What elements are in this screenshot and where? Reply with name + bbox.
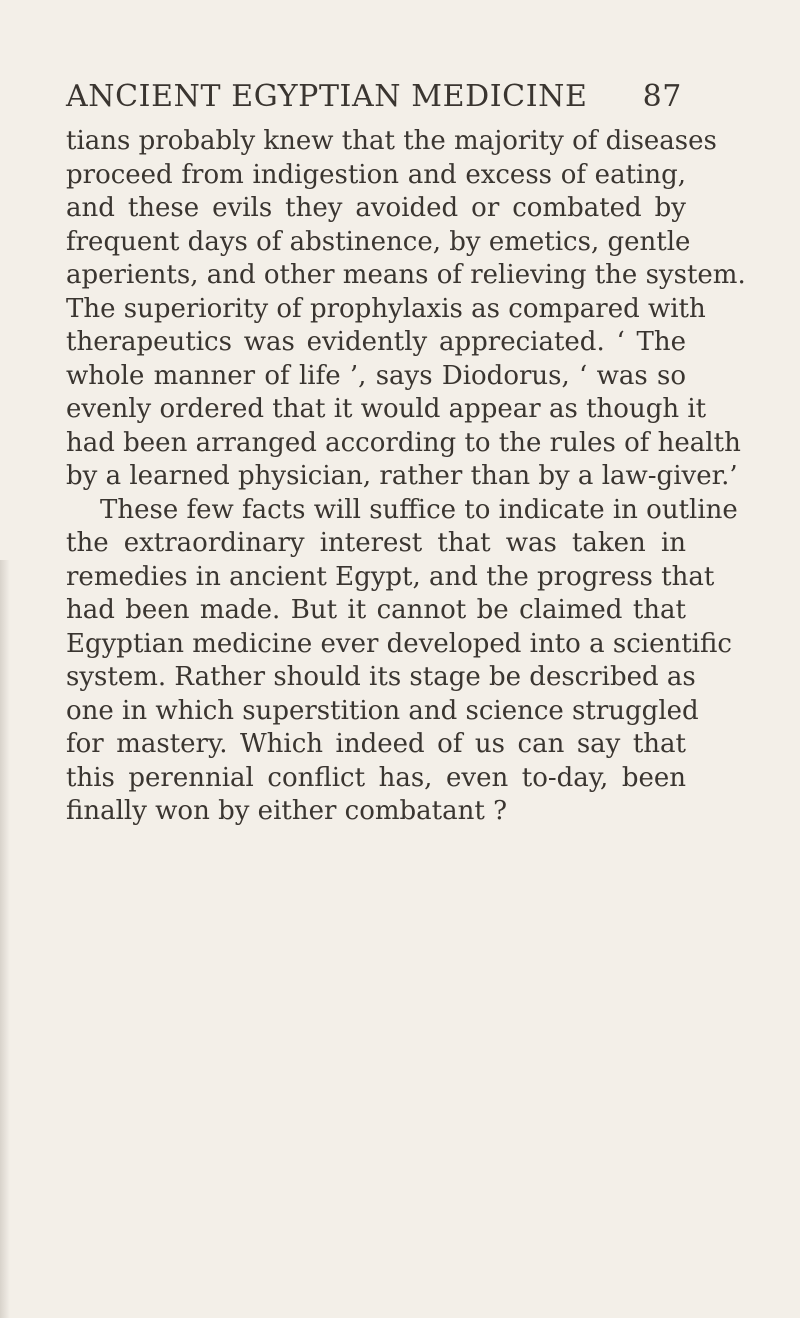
text-line: and these evils they avoided or combated by: [66, 193, 686, 223]
running-head: [66, 72, 682, 122]
text-line: had been arranged according to the rules of health: [66, 427, 741, 458]
paragraph-end-line: finally won by either combatant ?: [66, 796, 508, 826]
page-gutter-shadow: [0, 560, 10, 1318]
text-line: for mastery. Which indeed of us can say that: [66, 729, 686, 759]
text-line: this perennial conflict has, even to-day, been: [66, 762, 686, 793]
text-line: whole manner of life ’, says Diodorus, ‘ was so: [66, 360, 686, 391]
text-line: one in which superstition and science struggled: [66, 695, 699, 726]
text-line: system. Rather should its stage be described as: [66, 662, 696, 692]
body-text: [66, 125, 746, 829]
text-line: by a learned physician, rather than by a law-giver.’: [66, 461, 738, 491]
paragraph-start-line: These few facts will suffice to indicate in outline: [100, 494, 738, 525]
text-line: tians probably knew that the majority of diseases: [66, 126, 717, 156]
text-line: remedies in ancient Egypt, and the progress that: [66, 561, 715, 592]
page-number: 87: [642, 79, 682, 114]
text-line: aperients, and other means of relieving the system.: [66, 260, 746, 290]
text-line: therapeutics was evidently appreciated. ‘ The: [66, 327, 686, 357]
text-line: Egyptian medicine ever developed into a scientific: [66, 628, 732, 659]
text-line: had been made. But it cannot be claimed that: [66, 595, 686, 625]
text-line: proceed from indigestion and excess of eating,: [66, 159, 686, 190]
text-line: evenly ordered that it would appear as though it: [66, 394, 707, 424]
text-line: The superiority of prophylaxis as compared with: [66, 293, 706, 324]
running-title: ANCIENT EGYPTIAN MEDICINE: [66, 79, 588, 114]
text-line: frequent days of abstinence, by emetics, gentle: [66, 226, 691, 257]
text-line: the extraordinary interest that was taken in: [66, 528, 686, 558]
